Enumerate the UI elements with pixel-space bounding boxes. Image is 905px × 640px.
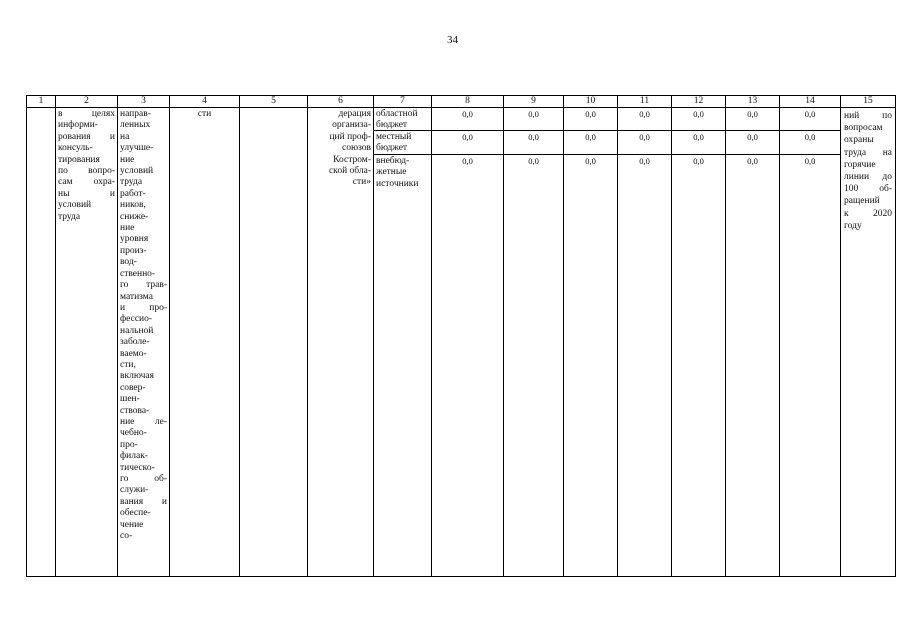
- col6-line: организа-: [332, 120, 371, 131]
- col6-text: [308, 108, 373, 190]
- col3-line: заболе-: [120, 337, 150, 348]
- col15-line: ний по: [844, 111, 892, 121]
- col3-cell: [118, 108, 170, 577]
- col2-line: рования и: [58, 131, 115, 142]
- value-cell: [564, 108, 618, 577]
- value-entry: 0,0: [504, 131, 563, 155]
- col6-line: Костром-: [333, 154, 371, 165]
- header-cell: 8: [432, 96, 504, 108]
- col15-line: горячие: [844, 159, 876, 170]
- value-entry: 0,0: [780, 108, 840, 131]
- col3-line: уровня: [120, 234, 149, 245]
- col15-line: вопросам: [844, 123, 883, 134]
- page-number: 34: [447, 34, 458, 46]
- col3-line: направ-: [120, 109, 151, 119]
- col3-line: го трав-: [120, 280, 167, 291]
- source-label: областной бюджет: [374, 108, 431, 131]
- col6-line: сти»: [352, 177, 371, 188]
- header-cell: 6: [308, 96, 374, 108]
- col15-cell: [841, 108, 896, 577]
- col3-line: го об-: [120, 474, 167, 484]
- source-label: местный бюджет: [374, 131, 431, 155]
- value-cell: [672, 108, 726, 577]
- col2-line: консуль-: [58, 143, 93, 154]
- col2-line: информи-: [58, 120, 98, 131]
- col3-line: ние ле-: [120, 416, 167, 427]
- col15-line: 100 об-: [844, 184, 892, 195]
- col2-line: по вопро-: [58, 166, 115, 177]
- header-cell: 12: [672, 96, 726, 108]
- value-cell: [618, 108, 672, 577]
- col6-cell: [308, 108, 374, 577]
- col5-text: [240, 108, 307, 110]
- value-entry: 0,0: [672, 108, 725, 131]
- col2-line: ны и: [58, 188, 115, 199]
- value-entry: 0,0: [639, 156, 650, 166]
- value-entry: 0,0: [528, 156, 539, 166]
- col6-line: ской обла-: [328, 166, 371, 177]
- value-cell: [726, 108, 780, 577]
- col3-line: филак-: [120, 451, 148, 462]
- col15-line: году: [844, 220, 862, 231]
- table-row: [27, 108, 896, 577]
- value-entry: 0,0: [564, 131, 617, 155]
- col3-line: совер-: [120, 382, 146, 393]
- col3-line: на: [120, 131, 130, 142]
- col3-line: вания и: [120, 496, 167, 507]
- header-cell: 9: [504, 96, 564, 108]
- source-label: внебюд- жетные источники: [376, 156, 419, 189]
- col3-line: вод-: [120, 257, 137, 268]
- value-entry: 0,0: [726, 108, 779, 131]
- col1-cell: [27, 108, 56, 577]
- value-entry: 0,0: [672, 131, 725, 155]
- col6-line: дерация: [338, 109, 371, 119]
- col3-line: со-: [120, 531, 133, 542]
- col2-line: труда: [58, 211, 81, 222]
- col3-line: работ-: [120, 188, 146, 199]
- col3-line: ние: [120, 154, 135, 165]
- value-entry: 0,0: [693, 156, 704, 166]
- col6-line: ций проф-: [329, 131, 371, 142]
- value-entry: 0,0: [780, 131, 840, 155]
- col3-line: нальной: [120, 325, 154, 336]
- col3-line: ствова-: [120, 405, 150, 416]
- header-cell: 1: [27, 96, 56, 108]
- value-cell: [432, 108, 504, 577]
- header-cell: 4: [170, 96, 240, 108]
- col15-line: линии до: [844, 172, 892, 183]
- col3-line: тическо-: [120, 462, 155, 473]
- value-entry: 0,0: [726, 131, 779, 155]
- value-entry: 0,0: [564, 108, 617, 131]
- col2-line: тирования: [58, 154, 100, 165]
- col3-line: ственно-: [120, 268, 156, 279]
- col4-text: сти: [197, 109, 212, 119]
- col3-line: шен-: [120, 394, 140, 405]
- header-cell: 15: [841, 96, 896, 108]
- col15-line: ращений: [844, 196, 880, 207]
- header-cell: 13: [726, 96, 780, 108]
- col3-line: служи-: [120, 485, 149, 496]
- header-cell: 5: [240, 96, 308, 108]
- value-cell: [780, 108, 841, 577]
- col15-text: [841, 108, 895, 234]
- col3-line: ников,: [120, 200, 146, 211]
- col7-cell: [374, 108, 432, 577]
- header-cell: 10: [564, 96, 618, 108]
- col15-line: труда на: [844, 147, 892, 158]
- col3-line: ваемо-: [120, 348, 147, 359]
- value-entry: 0,0: [585, 156, 596, 166]
- header-row: [27, 96, 896, 108]
- col2-line: сам охра-: [58, 177, 115, 188]
- col3-line: ние: [120, 223, 135, 234]
- col2-cell: [56, 108, 118, 577]
- col3-line: чение: [120, 519, 144, 530]
- value-entry: 0,0: [462, 156, 473, 166]
- header-cell: 7: [374, 96, 432, 108]
- budget-table: [26, 95, 896, 577]
- col3-line: сниже-: [120, 211, 149, 222]
- value-entry: 0,0: [804, 156, 816, 166]
- header-cell: 11: [618, 96, 672, 108]
- value-entry: 0,0: [432, 131, 503, 155]
- value-entry: 0,0: [618, 131, 671, 155]
- value-entry: 0,0: [618, 108, 671, 131]
- col3-line: про-: [120, 439, 138, 450]
- col3-line: включая: [120, 371, 154, 382]
- col2-line: в целях: [58, 109, 115, 119]
- header-cell: 14: [780, 96, 841, 108]
- col5-cell: [240, 108, 308, 577]
- col3-line: чебно-: [120, 428, 147, 439]
- col3-line: фессио-: [120, 314, 153, 325]
- col2-line: условий: [58, 200, 92, 211]
- col3-line: сти,: [120, 359, 136, 370]
- col2-text: [56, 108, 117, 224]
- header-cell: 3: [118, 96, 170, 108]
- col15-line: охраны: [844, 135, 874, 146]
- col3-line: обеспе-: [120, 508, 151, 519]
- col3-line: произ-: [120, 245, 147, 256]
- value-entry: 0,0: [747, 156, 758, 166]
- col3-line: труда: [120, 177, 143, 188]
- col3-line: и про-: [120, 302, 167, 313]
- col3-line: улучше-: [120, 143, 154, 154]
- value-cell: [504, 108, 564, 577]
- value-entry: 0,0: [432, 108, 503, 131]
- col3-line: условий: [120, 166, 154, 177]
- header-cell: 2: [56, 96, 118, 108]
- col3-line: ленных: [120, 120, 151, 131]
- col4-cell: [170, 108, 240, 577]
- col3-text: [118, 108, 169, 543]
- col15-line: к 2020: [844, 208, 892, 219]
- col3-line: матизма: [120, 291, 153, 302]
- value-entry: 0,0: [504, 108, 563, 131]
- col6-line: союзов: [342, 143, 371, 154]
